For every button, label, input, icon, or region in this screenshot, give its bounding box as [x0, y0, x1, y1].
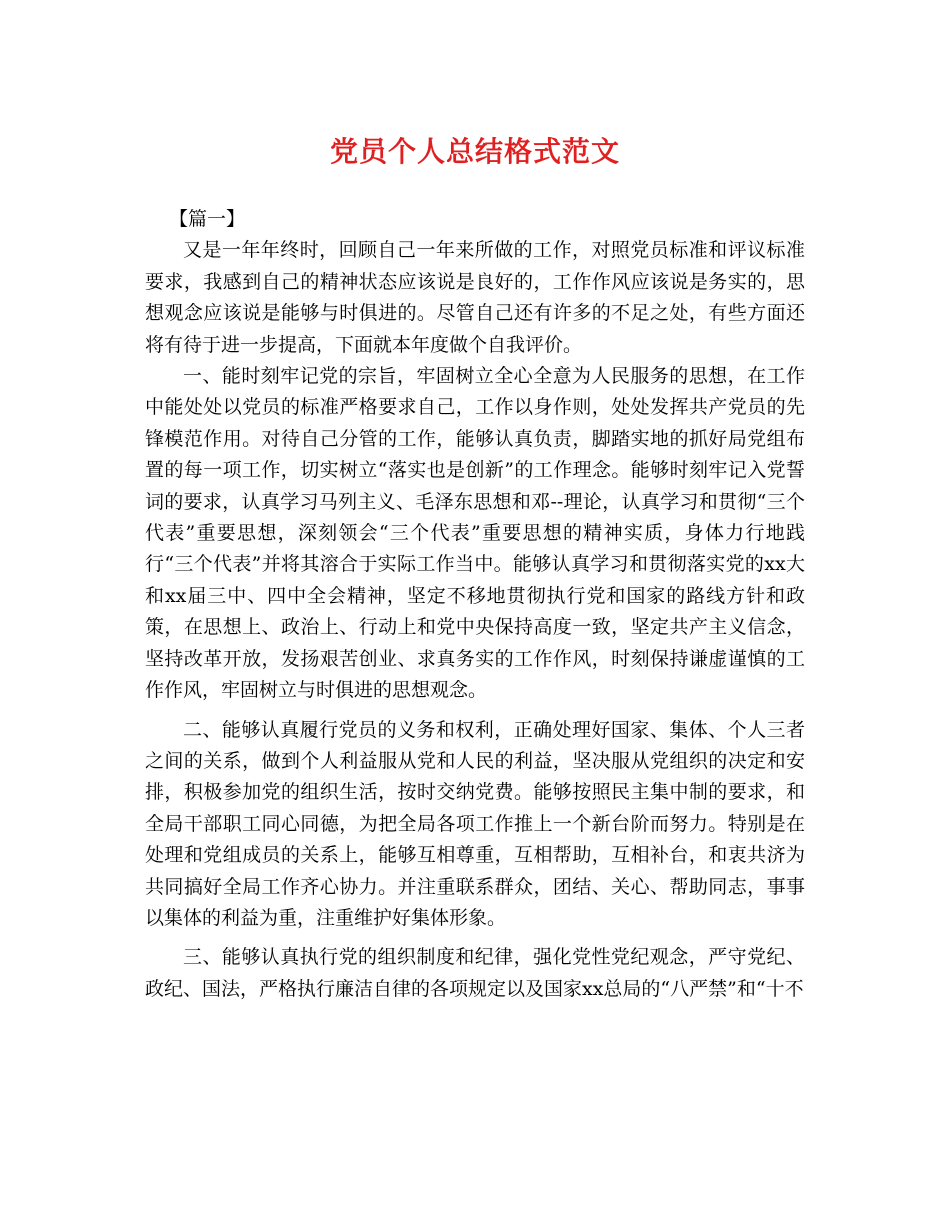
paragraph-point-one: 一、能时刻牢记党的宗旨，牢固树立全心全意为人民服务的思想，在工作中能处处以党员的标准严格要求自己，工作以身作则，处处发挥共产党员的先锋模范作用。对待自己分管的工作，能够认真负责，脚踏实地的抓好局党组布置的每一项工作，切实树立“落实也是创新”的工作理念。能够时刻牢记入党誓词的要求，认真学习马列主义、毛泽东思想和邓--理论，认真学习和贯彻“三个代表”重要思想，深刻领会“三个代表”重要思想的精神实质，身体力行地践行“三个代表”并将其溶合于实际工作当中。能够认真学习和贯彻落实党的xx大和xx届三中、四中全会精神，坚定不移地贯彻执行党和国家的路线方针和政策，在思想上、政治上、行动上和党中央保持高度一致，坚定共产主义信念，坚持改革开放，发扬艰苦创业、求真务实的工作作风，时刻保持谦虚谨慎的工作作风，牢固树立与时俱进的思想观念。	[145, 365, 806, 702]
section-label: 【篇一】	[169, 208, 246, 230]
document-body	[145, 204, 805, 1005]
paragraph-point-three: 三、能够认真执行党的组织制度和纪律，强化党性党纪观念，严守党纪、政纪、国法，严格执行廉洁自律的各项规定以及国家xx总局的“八严禁”和“十不	[145, 946, 805, 1000]
document-title: 党员个人总结格式范文	[329, 135, 620, 168]
paragraph-point-two: 二、能够认真履行党员的义务和权利，正确处理好国家、集体、个人三者之间的关系，做到个人利益服从党和人民的利益，坚决服从党组织的决定和安排，积极参加党的组织生活，按时交纳党费。能够按照民主集中制的要求，和全局干部职工同心同德，为把全局各项工作推上一个新台阶而努力。特别是在处理和党组成员的关系上，能够互相尊重，互相帮助，互相补台，和衷共济为共同搞好全局工作齐心协力。并注重联系群众，团结、关心、帮助同志，事事以集体的利益为重，注重维护好集体形象。	[145, 718, 805, 929]
paragraph-intro: 又是一年年终时，回顾自己一年来所做的工作，对照党员标准和评议标准要求，我感到自己的精神状态应该说是良好的，工作作风应该说是务实的，思想观念应该说是能够与时俱进的。尽管自己还有许多的不足之处，有些方面还将有待于进一步提高，下面就本年度做个自我评价。	[145, 239, 805, 356]
